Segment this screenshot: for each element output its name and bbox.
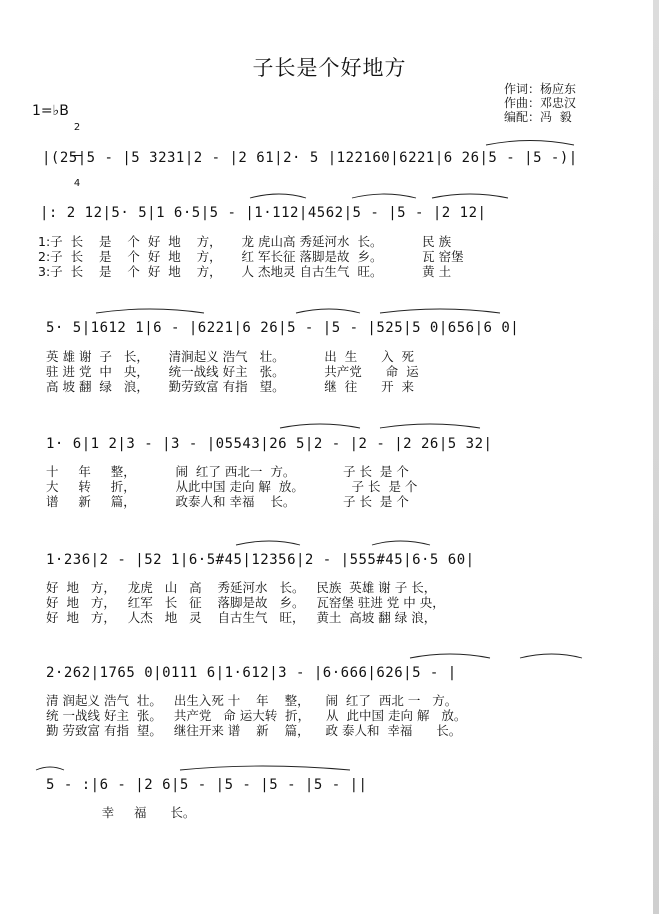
system-7-notes: 5 - :|6 - |2 6|5 - |5 - |5 - |5 - || [46, 777, 368, 793]
system-3-lyric-3: 高 坡 翻 绿 浪， 勤劳致富 有指 望。 继 往 开 来 [46, 379, 415, 394]
system-2-lyric-1: 1:子 长 是 个 好 地 方， 龙 虎山高 秀延河水 长。 民 族 [38, 234, 452, 249]
slur [250, 194, 306, 198]
slur [520, 654, 582, 658]
song-title: 子长是个好地方 [252, 56, 407, 80]
system-6-lyric-1: 清 润起义 浩气 壮。 出生入死 十 年 整， 闹 红了 西北 一 方。 [46, 693, 458, 708]
slur [410, 654, 490, 658]
system-4-lyric-3: 谱 新 篇， 政泰人和 幸福 长。 子 长 是 个 [46, 494, 409, 509]
system-5-notes: 1·236|2 - |52 1|6·5#45|12356|2 - |555#45|6·5 60| [46, 552, 475, 568]
slur [372, 541, 430, 545]
slur [296, 309, 360, 313]
arranger-credit: 编配：冯 毅 [504, 110, 572, 124]
slur [352, 194, 416, 198]
slur [280, 424, 360, 428]
system-5-lyric-2: 好 地 方， 红军 长 征 落脚是故 乡。 瓦窑堡 驻进 党 中 央， [46, 595, 445, 610]
slur [432, 194, 508, 198]
system-4-lyric-2: 大 转 折， 从此中国 走向 解 放。 子 长 是 个 [46, 479, 418, 494]
meter-bottom: 4 [73, 178, 81, 189]
system-2-notes: |: 2 12|5· 5|1 6·5|5 - |1·112|4562|5 - |5 - |2 12| [40, 205, 487, 221]
system-1-notes: |(25|5 - |5 3231|2 - |2 61|2· 5 |122160|6221|6 26|5 - |5 -)| [42, 150, 578, 166]
system-2-lyric-3: 3:子 长 是 个 好 地 方， 人 杰地灵 自古生气 旺。 黄 土 [38, 264, 452, 279]
system-5-lyric-3: 好 地 方， 人杰 地 灵 自古生气 旺， 黄土 高坡 翻 绿 浪， [46, 610, 437, 625]
slur [486, 141, 574, 146]
system-5-lyric-1: 好 地 方， 龙虎 山 高 秀延河水 长。 民族 英雄 谢 子 长， [46, 580, 437, 595]
lyricist-credit: 作词：杨应东 [504, 82, 577, 96]
slur [180, 766, 350, 770]
system-6-notes: 2·262|1765 0|0111 6|1·612|3 - |6·666|626|5 - | [46, 665, 457, 681]
composer-credit: 作曲：邓忠汉 [504, 96, 577, 110]
slur [36, 767, 64, 770]
system-7-lyric-1: 幸 福 长。 [46, 805, 196, 820]
system-3-notes: 5· 5|1612 1|6 - |6221|6 26|5 - |5 - |525|5 0|656|6 0| [46, 320, 520, 336]
key-signature: 1=♭B [32, 103, 69, 119]
system-4-notes: 1· 6|1 2|3 - |3 - |05543|26 5|2 - |2 - |2 26|5 32| [46, 436, 493, 452]
slur [96, 309, 204, 313]
slur [380, 309, 500, 313]
system-3-lyric-1: 英 雄 谢 子 长， 清涧起义 浩气 壮。 出 生 入 死 [46, 349, 415, 364]
meter-top: 2 [73, 122, 81, 133]
system-6-lyric-2: 统 一战线 好主 张。 共产党 命 运大转 折， 从 此中国 走向 解 放。 [46, 708, 467, 723]
slur [236, 541, 300, 545]
slur [380, 424, 480, 428]
system-3-lyric-2: 驻 进 党 中 央， 统一战线 好主 张。 共产党 命 运 [46, 364, 419, 379]
system-2-lyric-2: 2:子 长 是 个 好 地 方， 红 军长征 落脚是故 乡。 瓦 窑堡 [38, 249, 464, 264]
system-4-lyric-1: 十 年 整， 闹 红了 西北一 方。 子 长 是 个 [46, 464, 409, 479]
system-6-lyric-3: 勤 劳致富 有指 望。 继往开来 谱 新 篇， 政 泰人和 幸福 长。 [46, 723, 462, 738]
